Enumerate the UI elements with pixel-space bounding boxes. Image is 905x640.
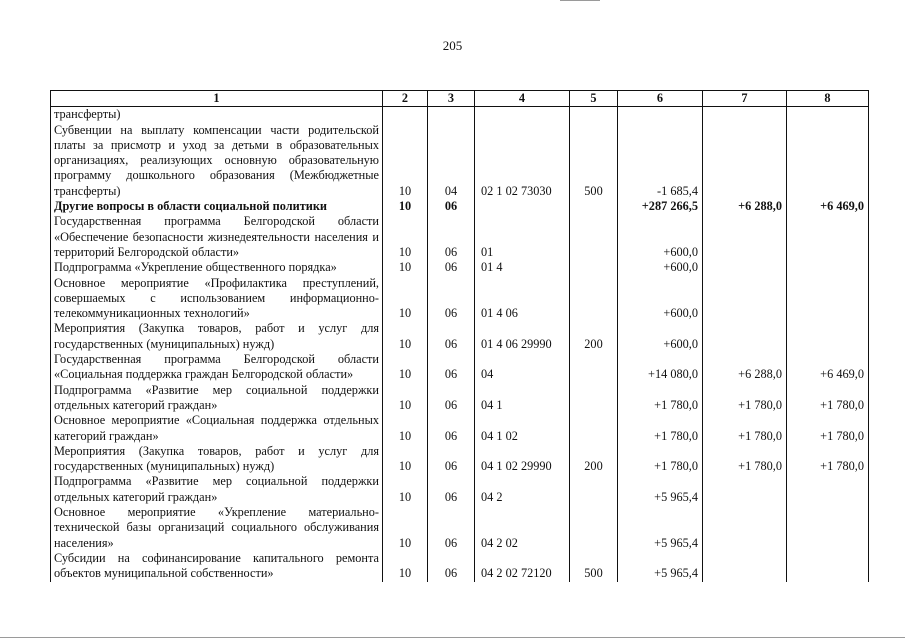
row-section-cell: 10 [383,214,428,260]
row-name-cell: Субвенции на выплату компенсации части родительской платы за присмотр и уход за детьми в образовательных организациях, реализующих основную образовательную программу дошкольного образования (Межбюджетные трансферты) [51,123,383,199]
row-expense-type-cell [570,474,618,505]
row-target-code-cell: 04 1 [475,383,570,414]
row-amount-col6-cell: +1 780,0 [618,383,703,414]
row-amount-col7-cell [703,474,787,505]
row-target-code-cell: 01 4 06 29990 [475,321,570,352]
table-row [51,260,869,275]
row-section-cell: 10 [383,444,428,475]
row-section-cell: 10 [383,474,428,505]
row-amount-col7-cell: +6 288,0 [703,352,787,383]
row-expense-type-cell [570,260,618,275]
row-amount-col7-cell [703,214,787,260]
row-name-cell: Подпрограмма «Укрепление общественного порядка» [51,260,383,275]
table-row [51,123,869,199]
header-col-8: 8 [787,91,869,107]
row-subsection-cell: 06 [428,214,475,260]
row-name-cell: Подпрограмма «Развитие мер социальной поддержки отдельных категорий граждан» [51,383,383,414]
budget-table-container [50,90,868,582]
table-row [51,107,869,123]
row-name-cell: Основное мероприятие «Профилактика преступлений, совершаемых с использованием информационно-телекоммуникационных технологий» [51,276,383,322]
table-row [51,321,869,352]
table-row [51,383,869,414]
row-section-cell: 10 [383,383,428,414]
table-header-row [51,91,869,107]
row-expense-type-cell [570,214,618,260]
table-row [51,444,869,475]
header-col-7: 7 [703,91,787,107]
row-subsection-cell: 06 [428,551,475,582]
row-amount-col6-cell: +600,0 [618,276,703,322]
row-amount-col7-cell [703,107,787,123]
row-subsection-cell: 06 [428,260,475,275]
row-amount-col8-cell [787,505,869,551]
row-amount-col6-cell: -1 685,4 [618,123,703,199]
header-col-4: 4 [475,91,570,107]
table-row [51,199,869,214]
row-amount-col6-cell: +5 965,4 [618,551,703,582]
row-amount-col8-cell: +1 780,0 [787,413,869,444]
row-name-cell: Другие вопросы в области социальной политики [51,199,383,214]
row-amount-col7-cell: +1 780,0 [703,444,787,475]
row-expense-type-cell [570,276,618,322]
row-subsection-cell: 06 [428,505,475,551]
row-amount-col8-cell [787,321,869,352]
row-name-cell: Государственная программа Белгородской области «Социальная поддержка граждан Белгородской области» [51,352,383,383]
row-subsection-cell: 04 [428,123,475,199]
row-subsection-cell: 06 [428,352,475,383]
row-subsection-cell: 06 [428,474,475,505]
table-row [51,214,869,260]
row-amount-col6-cell: +1 780,0 [618,444,703,475]
row-section-cell: 10 [383,505,428,551]
row-subsection-cell: 06 [428,321,475,352]
row-target-code-cell: 01 4 06 [475,276,570,322]
row-name-cell: Основное мероприятие «Социальная поддержка отдельных категорий граждан» [51,413,383,444]
row-expense-type-cell [570,505,618,551]
row-amount-col7-cell [703,505,787,551]
row-amount-col6-cell: +14 080,0 [618,352,703,383]
row-expense-type-cell: 200 [570,321,618,352]
table-row [51,276,869,322]
row-section-cell: 10 [383,260,428,275]
row-amount-col7-cell [703,276,787,322]
row-target-code-cell: 04 2 [475,474,570,505]
row-amount-col7-cell [703,321,787,352]
row-amount-col8-cell: +6 469,0 [787,352,869,383]
row-target-code-cell: 01 [475,214,570,260]
row-section-cell: 10 [383,352,428,383]
row-section-cell: 10 [383,276,428,322]
row-expense-type-cell [570,352,618,383]
row-amount-col7-cell: +6 288,0 [703,199,787,214]
row-target-code-cell: 01 4 [475,260,570,275]
table-body [51,107,869,582]
row-target-code-cell: 04 2 02 72120 [475,551,570,582]
row-target-code-cell: 04 2 02 [475,505,570,551]
row-amount-col8-cell: +1 780,0 [787,383,869,414]
row-section-cell: 10 [383,123,428,199]
header-col-3: 3 [428,91,475,107]
header-col-6: 6 [618,91,703,107]
row-target-code-cell: 04 [475,352,570,383]
page-number: 205 [442,38,463,53]
row-name-cell: Мероприятия (Закупка товаров, работ и услуг для государственных (муниципальных) нужд) [51,444,383,475]
row-target-code-cell [475,199,570,214]
row-amount-col8-cell [787,276,869,322]
row-amount-col7-cell [703,551,787,582]
row-name-cell: Основное мероприятие «Укрепление материально-технической базы организаций социального обслуживания населения» [51,505,383,551]
header-col-1: 1 [51,91,383,107]
row-expense-type-cell [570,383,618,414]
row-expense-type-cell: 500 [570,551,618,582]
row-expense-type-cell: 200 [570,444,618,475]
row-section-cell: 10 [383,551,428,582]
row-expense-type-cell [570,199,618,214]
row-amount-col8-cell: +6 469,0 [787,199,869,214]
row-amount-col8-cell [787,260,869,275]
row-expense-type-cell: 500 [570,123,618,199]
row-section-cell: 10 [383,321,428,352]
row-subsection-cell: 06 [428,199,475,214]
row-target-code-cell: 04 1 02 [475,413,570,444]
row-subsection-cell: 06 [428,383,475,414]
scan-artifact-line [560,0,600,1]
row-name-cell: Субсидии на софинансирование капитального ремонта объектов муниципальной собственности» [51,551,383,582]
row-amount-col7-cell [703,260,787,275]
table-row [51,474,869,505]
row-amount-col7-cell: +1 780,0 [703,413,787,444]
row-amount-col6-cell: +600,0 [618,260,703,275]
table-row [51,551,869,582]
row-expense-type-cell [570,413,618,444]
row-expense-type-cell [570,107,618,123]
row-amount-col6-cell: +600,0 [618,214,703,260]
row-amount-col8-cell [787,107,869,123]
row-amount-col7-cell [703,123,787,199]
row-amount-col8-cell [787,123,869,199]
row-name-cell: трансферты) [51,107,383,123]
row-section-cell [383,107,428,123]
budget-table [50,90,869,582]
header-col-2: 2 [383,91,428,107]
header-col-5: 5 [570,91,618,107]
row-amount-col8-cell [787,474,869,505]
row-section-cell: 10 [383,199,428,214]
row-name-cell: Мероприятия (Закупка товаров, работ и услуг для государственных (муниципальных) нужд) [51,321,383,352]
row-subsection-cell: 06 [428,276,475,322]
row-subsection-cell [428,107,475,123]
row-section-cell: 10 [383,413,428,444]
row-name-cell: Подпрограмма «Развитие мер социальной поддержки отдельных категорий граждан» [51,474,383,505]
row-amount-col6-cell: +600,0 [618,321,703,352]
row-target-code-cell [475,107,570,123]
row-target-code-cell: 02 1 02 73030 [475,123,570,199]
row-amount-col6-cell: +287 266,5 [618,199,703,214]
row-amount-col6-cell [618,107,703,123]
row-amount-col6-cell: +5 965,4 [618,474,703,505]
row-amount-col7-cell: +1 780,0 [703,383,787,414]
row-subsection-cell: 06 [428,444,475,475]
row-subsection-cell: 06 [428,413,475,444]
row-amount-col8-cell [787,214,869,260]
row-target-code-cell: 04 1 02 29990 [475,444,570,475]
row-amount-col6-cell: +5 965,4 [618,505,703,551]
row-amount-col6-cell: +1 780,0 [618,413,703,444]
row-amount-col8-cell [787,551,869,582]
table-row [51,413,869,444]
row-name-cell: Государственная программа Белгородской области «Обеспечение безопасности жизнедеятельности населения и территорий Белгородской области» [51,214,383,260]
table-row [51,352,869,383]
scan-artifact-line [0,637,905,638]
row-amount-col8-cell: +1 780,0 [787,444,869,475]
table-row [51,505,869,551]
